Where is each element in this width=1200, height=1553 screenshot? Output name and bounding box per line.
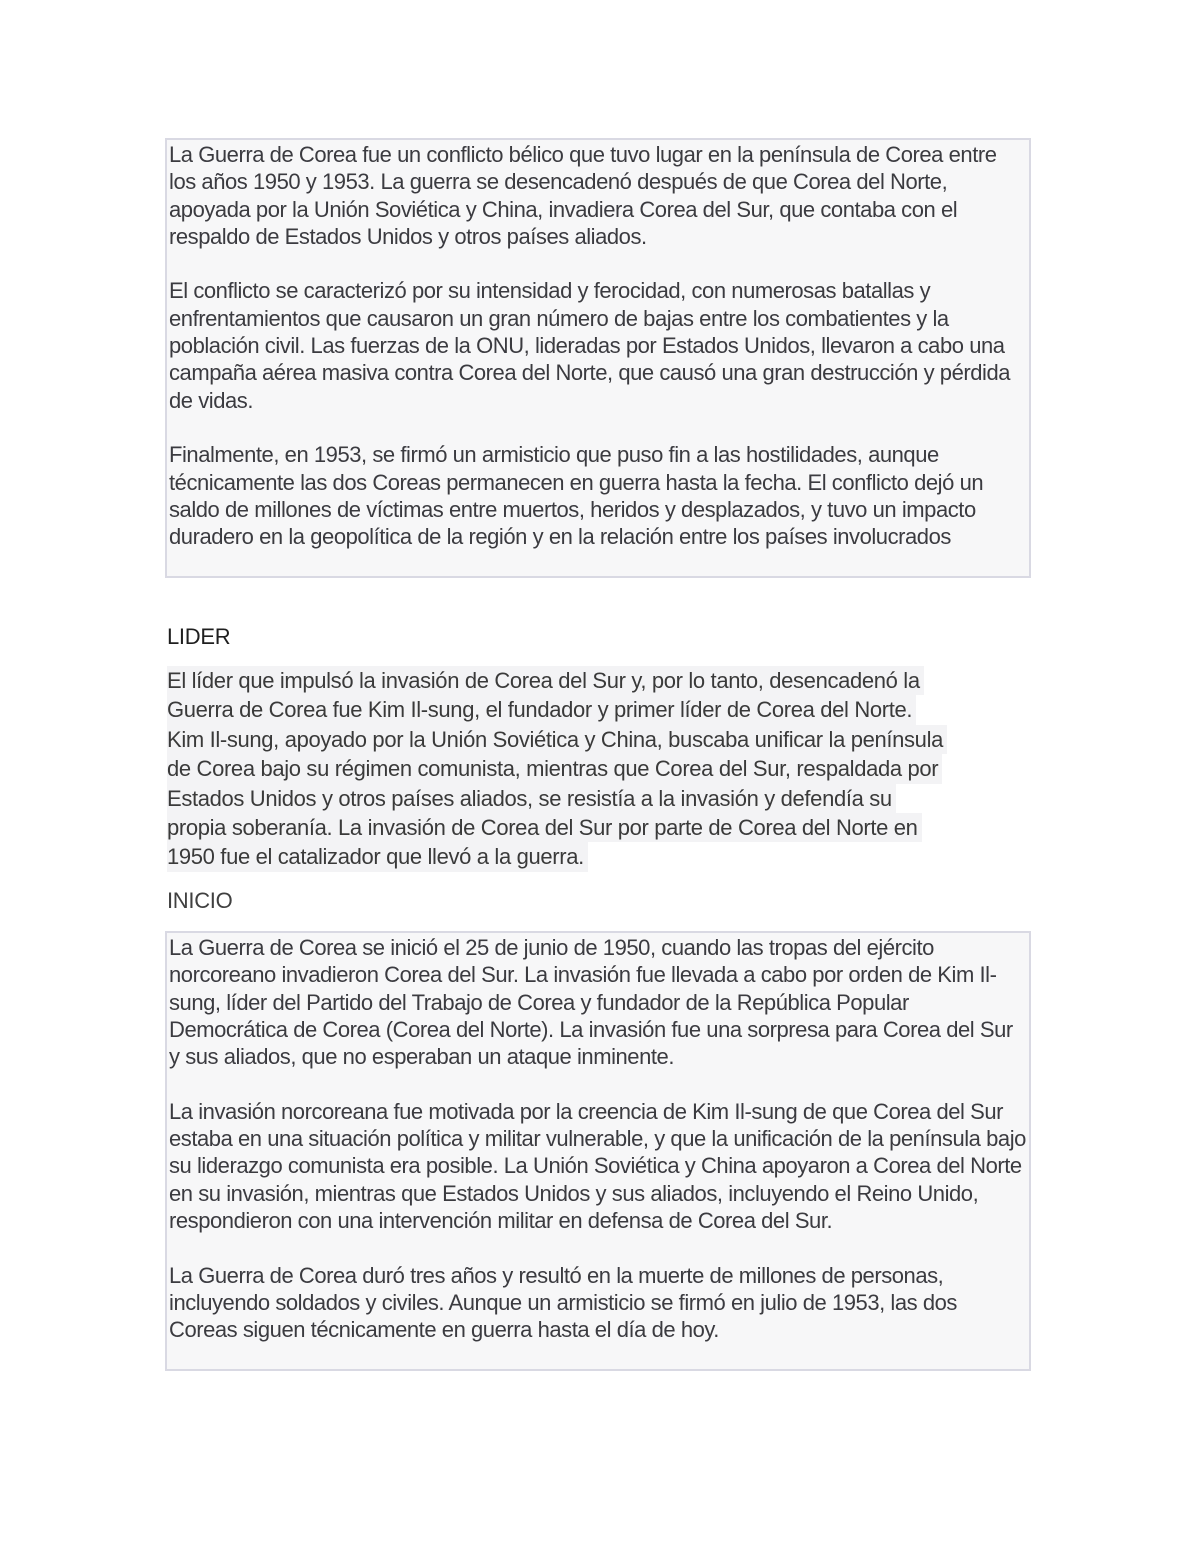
lider-line: Estados Unidos y otros países aliados, se resistía a la invasión y defendía su <box>167 784 896 813</box>
summary-text-box <box>165 138 1031 578</box>
lider-line: 1950 fue el catalizador que llevó a la guerra. <box>167 842 588 871</box>
summary-paragraph: La Guerra de Corea fue un conflicto bélico que tuvo lugar en la península de Corea entre los años 1950 y 1953. La guerra se desencadenó después de que Corea del Norte, apoyada por la Unión Soviética y China, invadiera Corea del Sur, que contaba con el respaldo de Estados Unidos y otros países aliados. <box>169 142 997 249</box>
inicio-paragraph: La Guerra de Corea duró tres años y resultó en la muerte de millones de personas, incluyendo soldados y civiles. Aunque un armisticio se firmó en julio de 1953, las dos Coreas siguen técnicamente en guerra hasta el día de hoy. <box>169 1262 957 1343</box>
summary-paragraph: El conflicto se caracterizó por su intensidad y ferocidad, con numerosas batallas y enfrentamientos que causaron un gran número de bajas entre los combatientes y la población civil. Las fuerzas de la ONU, lideradas por Estados Unidos, llevaron a cabo una campaña aérea masiva contra Corea del Norte, que causó una gran destrucción y pérdida de vidas. <box>169 278 1011 413</box>
lider-line: Guerra de Corea fue Kim Il-sung, el fundador y primer líder de Corea del Norte. <box>167 695 916 724</box>
lider-line: Kim Il-sung, apoyado por la Unión Soviética y China, buscaba unificar la península <box>167 725 947 754</box>
lider-line: El líder que impulsó la invasión de Corea del Sur y, por lo tanto, desencadenó la <box>167 666 924 695</box>
lider-line: propia soberanía. La invasión de Corea del Sur por parte de Corea del Norte en <box>167 813 922 842</box>
inicio-text-box <box>165 931 1031 1371</box>
lider-text-block <box>167 666 1037 872</box>
inicio-heading: INICIO <box>167 888 233 913</box>
inicio-paragraph: La Guerra de Corea se inició el 25 de junio de 1950, cuando las tropas del ejército norcoreano invadieron Corea del Sur. La invasión fue llevada a cabo por orden de Kim Il-sung, líder del Partido del Trabajo de Corea y fundador de la República Popular Democrática de Corea (Corea del Norte). La invasión fue una sorpresa para Corea del Sur y sus aliados, que no esperaban un ataque inminente. <box>169 935 1013 1070</box>
lider-line: de Corea bajo su régimen comunista, mientras que Corea del Sur, respaldada por <box>167 754 942 783</box>
summary-paragraph: Finalmente, en 1953, se firmó un armisticio que puso fin a las hostilidades, aunque técnicamente las dos Coreas permanecen en guerra hasta la fecha. El conflicto dejó un saldo de millones de víctimas entre muertos, heridos y desplazados, y tuvo un impacto duradero en la geopolítica de la región y en la relación entre los países involucrados <box>169 442 984 550</box>
inicio-paragraph: La invasión norcoreana fue motivada por la creencia de Kim Il-sung de que Corea del Sur estaba en una situación política y militar vulnerable, y que la unificación de la península bajo su liderazgo comunista era posible. La Unión Soviética y China apoyaron a Corea del Norte en su invasión, mientras que Estados Unidos y sus aliados, incluyendo el Reino Unido, respondieron con una intervención militar en defensa de Corea del Sur. <box>169 1098 1026 1233</box>
lider-heading: LIDER <box>167 624 231 649</box>
